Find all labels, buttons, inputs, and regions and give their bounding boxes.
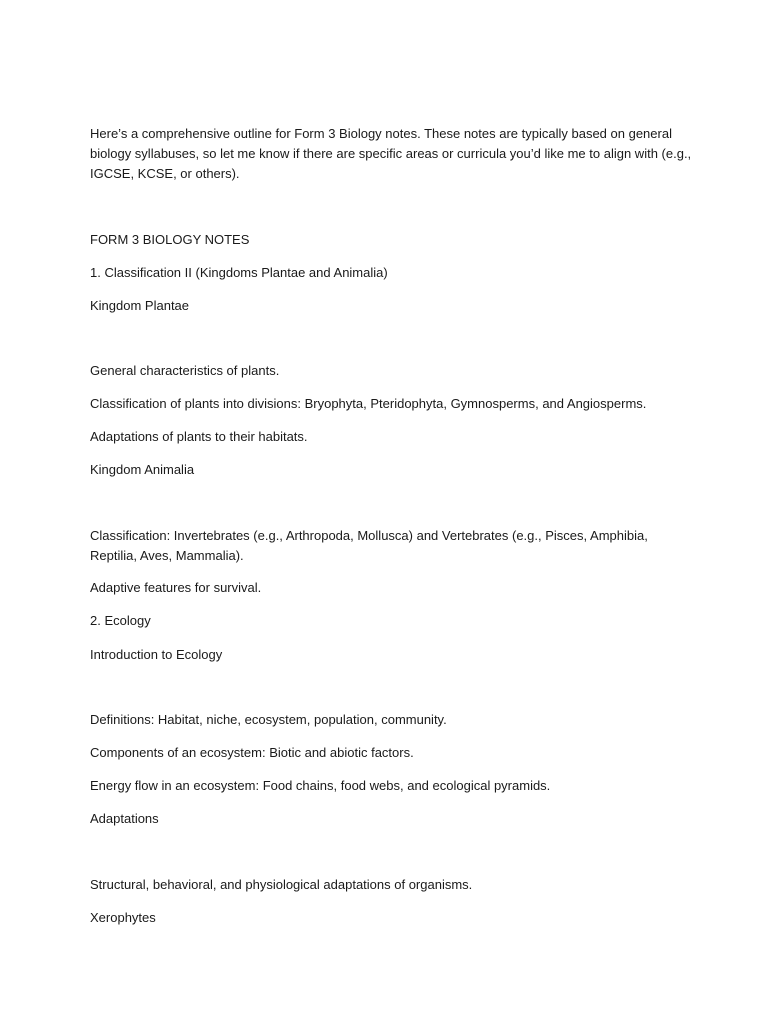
intro-paragraph [90,124,690,184]
ecology-item-3: Energy flow in an ecosystem: Food chains, food webs, and ecological pyramids. [90,778,551,793]
kingdom-animalia-title: Kingdom Animalia [90,462,195,477]
ecology-item-2: Components of an ecosystem: Biotic and abiotic factors. [90,745,414,760]
plantae-item-2: Classification of plants into divisions: Bryophyta, Pteridophyta, Gymnosperms, and Angiosperms. [90,396,647,411]
animalia-item-1 [90,526,690,566]
plantae-item-3: Adaptations of plants to their habitats. [90,429,308,444]
animalia-item-2: Adaptive features for survival. [90,580,262,595]
animalia-item-1-line-1: Classification: Invertebrates (e.g., Arthropoda, Mollusca) and Vertebrates (e.g., Pisces, Amphibia, [90,528,648,543]
document-heading: FORM 3 BIOLOGY NOTES [90,232,250,247]
ecology-item-1: Definitions: Habitat, niche, ecosystem, population, community. [90,712,447,727]
kingdom-plantae-title: Kingdom Plantae [90,298,190,313]
animalia-item-1-line-2: Reptilia, Aves, Mammalia). [90,548,244,563]
adaptations-title: Adaptations [90,811,159,826]
section-1-title: 1. Classification II (Kingdoms Plantae and Animalia) [90,265,388,280]
section-2-title: 2. Ecology [90,613,151,628]
xerophytes-title: Xerophytes [90,910,156,925]
ecology-intro-title: Introduction to Ecology [90,647,223,662]
intro-line-1: Here’s a comprehensive outline for Form 3 Biology notes. These notes are typically based on general [90,126,672,141]
intro-line-3: IGCSE, KCSE, or others). [90,166,240,181]
intro-line-2: biology syllabuses, so let me know if there are specific areas or curricula you’d like me to align with (e.g., [90,146,692,161]
plantae-item-1: General characteristics of plants. [90,363,280,378]
adaptations-item-1: Structural, behavioral, and physiological adaptations of organisms. [90,877,473,892]
